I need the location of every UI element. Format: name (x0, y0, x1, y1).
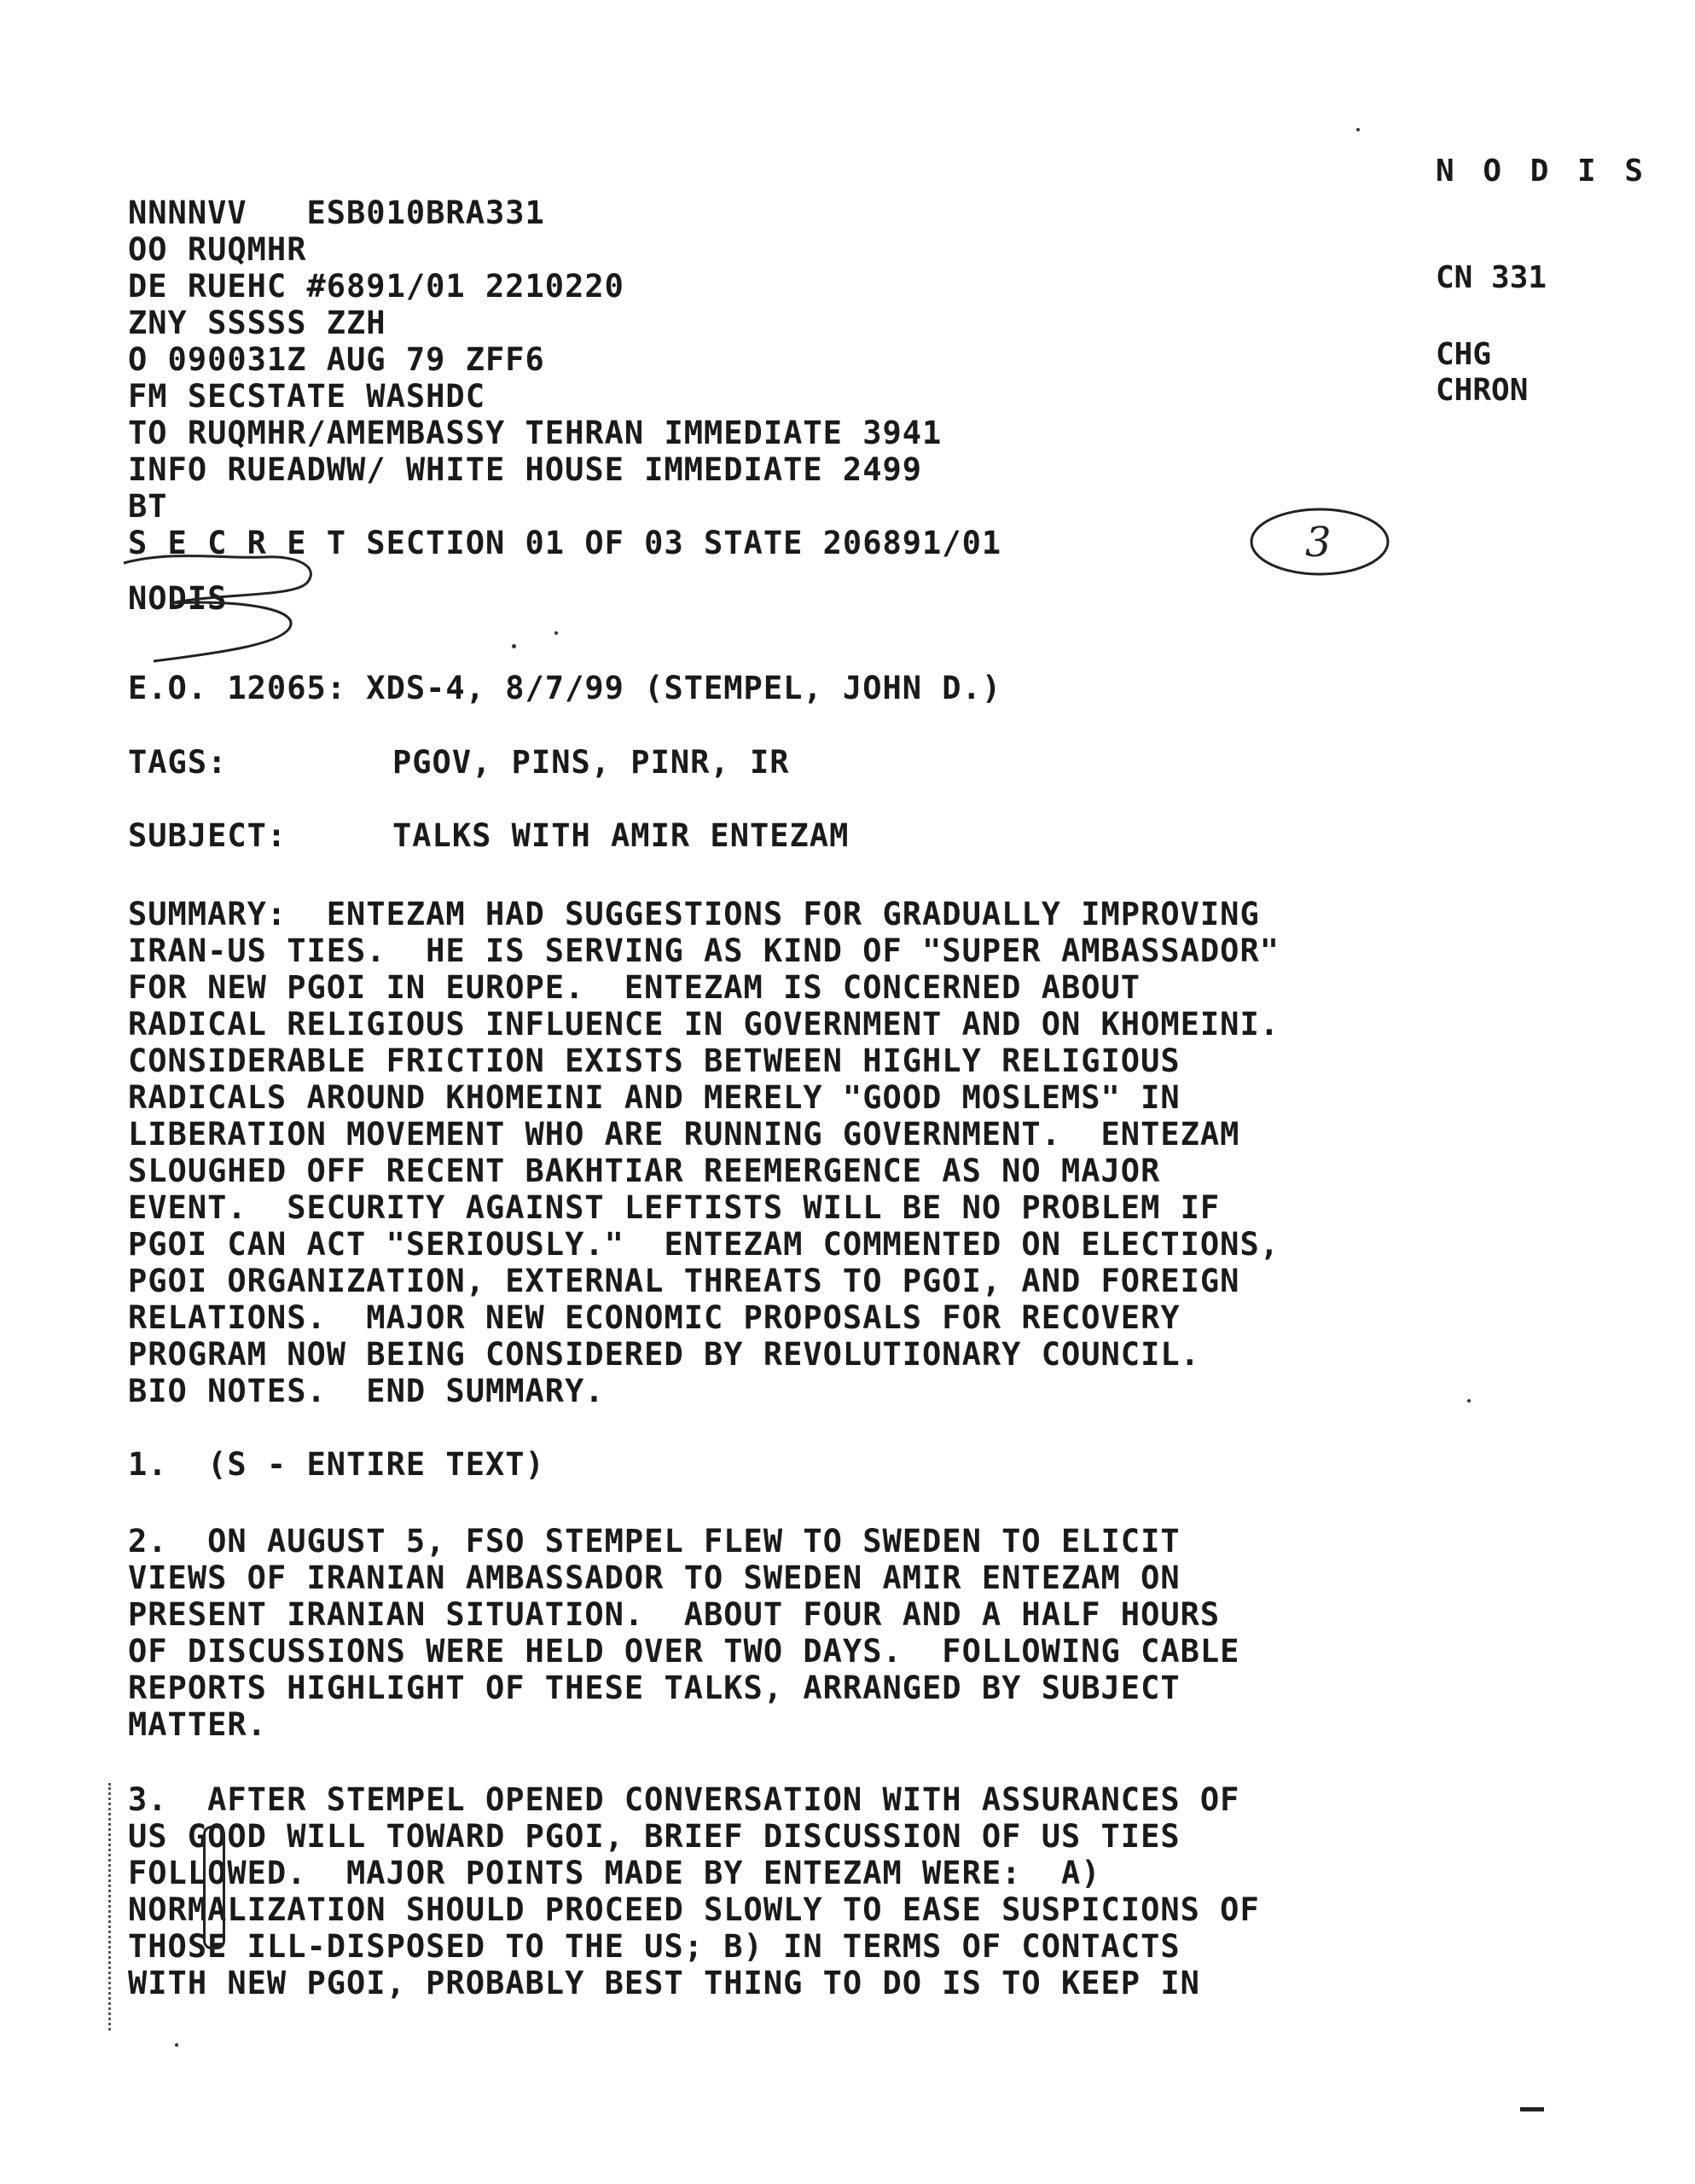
header-line: NNNNVV ESB010BRA331 (128, 195, 545, 231)
paragraph-line: FOLLOWED. MAJOR POINTS MADE BY ENTEZAM WERE: A) (128, 1855, 1101, 1891)
scan-speck (175, 2043, 178, 2047)
summary-line: LIBERATION MOVEMENT WHO ARE RUNNING GOVERNMENT. ENTEZAM (128, 1116, 1240, 1153)
tags-row (128, 744, 790, 781)
summary-line: IRAN-US TIES. HE IS SERVING AS KIND OF "SUPER AMBASSADOR" (128, 932, 1280, 969)
paragraph-line: MATTER. (128, 1706, 267, 1743)
subject-value: TALKS WITH AMIR ENTEZAM (392, 817, 850, 854)
paragraph-line: REPORTS HIGHLIGHT OF THESE TALKS, ARRANGED BY SUBJECT (128, 1670, 1181, 1706)
summary-line: RADICAL RELIGIOUS INFLUENCE IN GOVERNMENT AND ON KHOMEINI. (128, 1006, 1280, 1043)
summary-line: SLOUGHED OFF RECENT BAKHTIAR REEMERGENCE AS NO MAJOR (128, 1153, 1161, 1189)
paragraph-line: 1. (S - ENTIRE TEXT) (128, 1446, 545, 1483)
scan-speck (1467, 1399, 1471, 1403)
summary-paragraph (128, 896, 1280, 1409)
paragraph-line: WITH NEW PGOI, PROBABLY BEST THING TO DO IS TO KEEP IN (128, 1965, 1200, 2001)
paragraph-line: 2. ON AUGUST 5, FSO STEMPEL FLEW TO SWEDEN TO ELICIT (128, 1523, 1181, 1560)
header-line: FM SECSTATE WASHDC (128, 378, 485, 415)
header-line: ZNY SSSSS ZZH (128, 305, 386, 341)
scan-speck (1356, 128, 1360, 131)
paragraph-line: VIEWS OF IRANIAN AMBASSADOR TO SWEDEN AMIR ENTEZAM ON (128, 1560, 1181, 1596)
summary-line: PROGRAM NOW BEING CONSIDERED BY REVOLUTIONARY COUNCIL. (128, 1336, 1200, 1373)
paragraph-1 (128, 1446, 545, 1483)
header-line: INFO RUEADWW/ WHITE HOUSE IMMEDIATE 2499 (128, 451, 923, 488)
eo-line: E.O. 12065: XDS-4, 8/7/99 (STEMPEL, JOHN D.) (128, 670, 1002, 706)
summary-line: BIO NOTES. END SUMMARY. (128, 1373, 605, 1409)
summary-line: FOR NEW PGOI IN EUROPE. ENTEZAM IS CONCERNED ABOUT (128, 969, 1141, 1006)
nodis-stamp: N O D I S (1436, 154, 1649, 189)
chg-stamp: CHG (1436, 337, 1492, 372)
header-line: BT (128, 488, 168, 525)
paragraph-line: NORMALIZATION SHOULD PROCEED SLOWLY TO EASE SUSPICIONS OF (128, 1891, 1260, 1928)
summary-line: RADICALS AROUND KHOMEINI AND MERELY "GOOD MOSLEMS" IN (128, 1079, 1181, 1116)
paragraph-line: 3. AFTER STEMPEL OPENED CONVERSATION WITH ASSURANCES OF (128, 1781, 1240, 1818)
subject-label: SUBJECT: (128, 817, 287, 854)
header-line: OO RUQMHR (128, 231, 307, 268)
paragraph-3 (128, 1781, 1260, 2001)
circled-number: 3 (1305, 519, 1332, 566)
summary-line: CONSIDERABLE FRICTION EXISTS BETWEEN HIGHLY RELIGIOUS (128, 1043, 1181, 1079)
scan-dash (1520, 2107, 1544, 2111)
tags-label: TAGS: (128, 744, 228, 781)
paragraph-2 (128, 1523, 1239, 1743)
handwritten-scribble (119, 533, 324, 670)
paragraph-line: THOSE ILL-DISPOSED TO THE US; B) IN TERMS OF CONTACTS (128, 1928, 1181, 1965)
nodis-caveat: NODIS (128, 580, 228, 617)
subject-row (128, 817, 849, 854)
summary-line: RELATIONS. MAJOR NEW ECONOMIC PROPOSALS FOR RECOVERY (128, 1299, 1181, 1336)
chron-stamp: CHRON (1436, 373, 1529, 408)
classification-line: S E C R E T SECTION 01 OF 03 STATE 206891/01 (128, 525, 1002, 561)
scan-speck (512, 644, 516, 648)
header-line: DE RUEHC #6891/01 2210220 (128, 268, 624, 305)
summary-line: SUMMARY: ENTEZAM HAD SUGGESTIONS FOR GRADUALLY IMPROVING (128, 896, 1260, 932)
cn-stamp: CN 331 (1436, 260, 1547, 295)
summary-line: EVENT. SECURITY AGAINST LEFTISTS WILL BE NO PROBLEM IF (128, 1189, 1221, 1226)
paragraph-line: US GOOD WILL TOWARD PGOI, BRIEF DISCUSSION OF US TIES (128, 1818, 1181, 1855)
binding-mark (203, 1826, 225, 1949)
tags-value: PGOV, PINS, PINR, IR (392, 744, 790, 781)
scan-speck (554, 631, 558, 635)
header-line: O 090031Z AUG 79 ZFF6 (128, 341, 545, 378)
summary-line: PGOI ORGANIZATION, EXTERNAL THREATS TO PGOI, AND FOREIGN (128, 1263, 1240, 1299)
paragraph-line: PRESENT IRANIAN SITUATION. ABOUT FOUR AND A HALF HOURS (128, 1596, 1221, 1633)
summary-line: PGOI CAN ACT "SERIOUSLY." ENTEZAM COMMENTED ON ELECTIONS, (128, 1226, 1280, 1263)
margin-artifact (108, 1783, 114, 2030)
paragraph-line: OF DISCUSSIONS WERE HELD OVER TWO DAYS. FOLLOWING CABLE (128, 1633, 1240, 1670)
header-line: TO RUQMHR/AMEMBASSY TEHRAN IMMEDIATE 3941 (128, 415, 943, 451)
